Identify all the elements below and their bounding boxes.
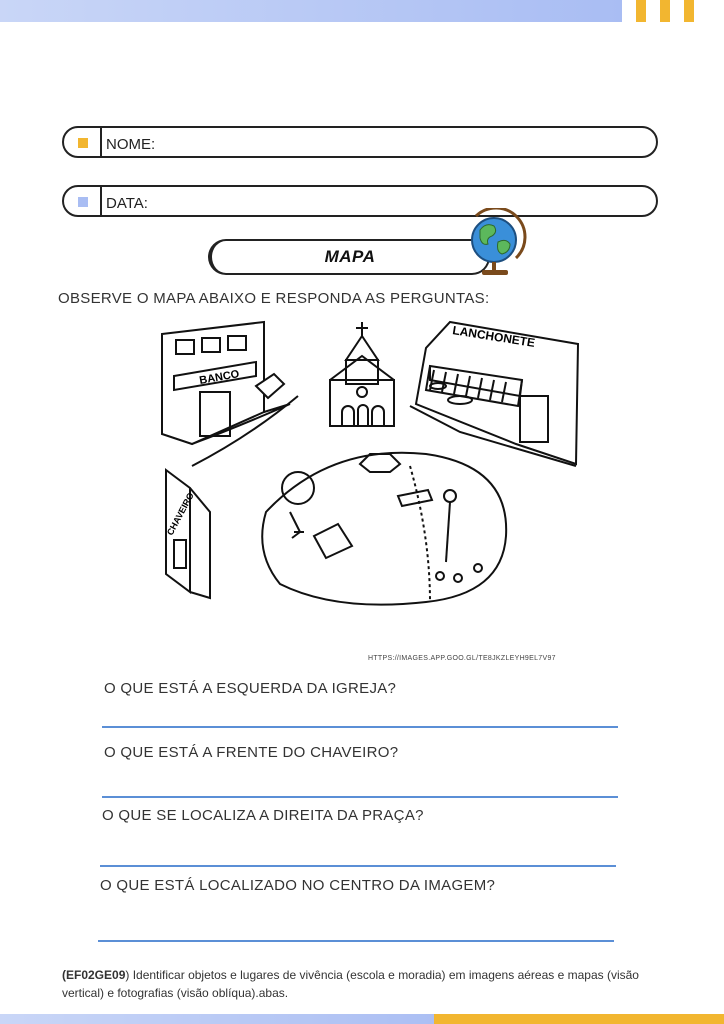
plaza	[262, 453, 506, 605]
key-maker-sign: CHAVEIRO	[164, 490, 196, 537]
page-title: MAPA	[324, 247, 376, 266]
question-1: O QUE ESTÁ A ESQUERDA DA IGREJA?	[104, 680, 397, 697]
bottom-decorative-band-yellow	[434, 1014, 724, 1024]
bank-building	[162, 322, 298, 466]
name-label: NOME:	[106, 136, 156, 153]
top-decorative-band	[0, 0, 622, 22]
answer-line-1[interactable]	[102, 726, 618, 728]
question-2: O QUE ESTÁ A FRENTE DO CHAVEIRO?	[104, 744, 399, 761]
field-divider	[100, 126, 102, 158]
bank-sign: BANCO	[198, 368, 241, 387]
title-pill	[208, 239, 490, 275]
map-illustration	[130, 316, 590, 616]
snack-bar-sign: LANCHONETE	[451, 323, 537, 351]
bottom-decorative-band	[0, 1014, 470, 1024]
instruction-text: OBSERVE O MAPA ABAIXO E RESPONDA AS PERGUNTAS:	[58, 290, 490, 307]
top-stripes	[624, 0, 724, 22]
name-field[interactable]	[62, 126, 658, 158]
date-label: DATA:	[106, 195, 148, 212]
question-4: O QUE ESTÁ LOCALIZADO NO CENTRO DA IMAGEM?	[100, 877, 496, 894]
date-field[interactable]	[62, 185, 658, 217]
field-divider	[100, 185, 102, 217]
answer-line-4[interactable]	[98, 940, 614, 942]
footer-code: (EF02GE09	[62, 968, 126, 982]
name-square-icon	[78, 138, 88, 148]
question-3: O QUE SE LOCALIZA A DIREITA DA PRAÇA?	[102, 807, 424, 824]
answer-line-3[interactable]	[100, 865, 616, 867]
globe-icon	[466, 208, 528, 278]
answer-line-2[interactable]	[102, 796, 618, 798]
footer-note	[62, 966, 672, 1002]
date-square-icon	[78, 197, 88, 207]
church-building	[330, 322, 394, 426]
source-url: HTTPS://IMAGES.APP.GOO.GL/TE8JKZLEYH9EL7V97	[368, 655, 556, 662]
footer-text: ) Identificar objetos e lugares de vivência (escola e moradia) em imagens aéreas e mapas (visão vertical) e fotografias (visão oblíqua).abas.	[62, 968, 639, 1000]
